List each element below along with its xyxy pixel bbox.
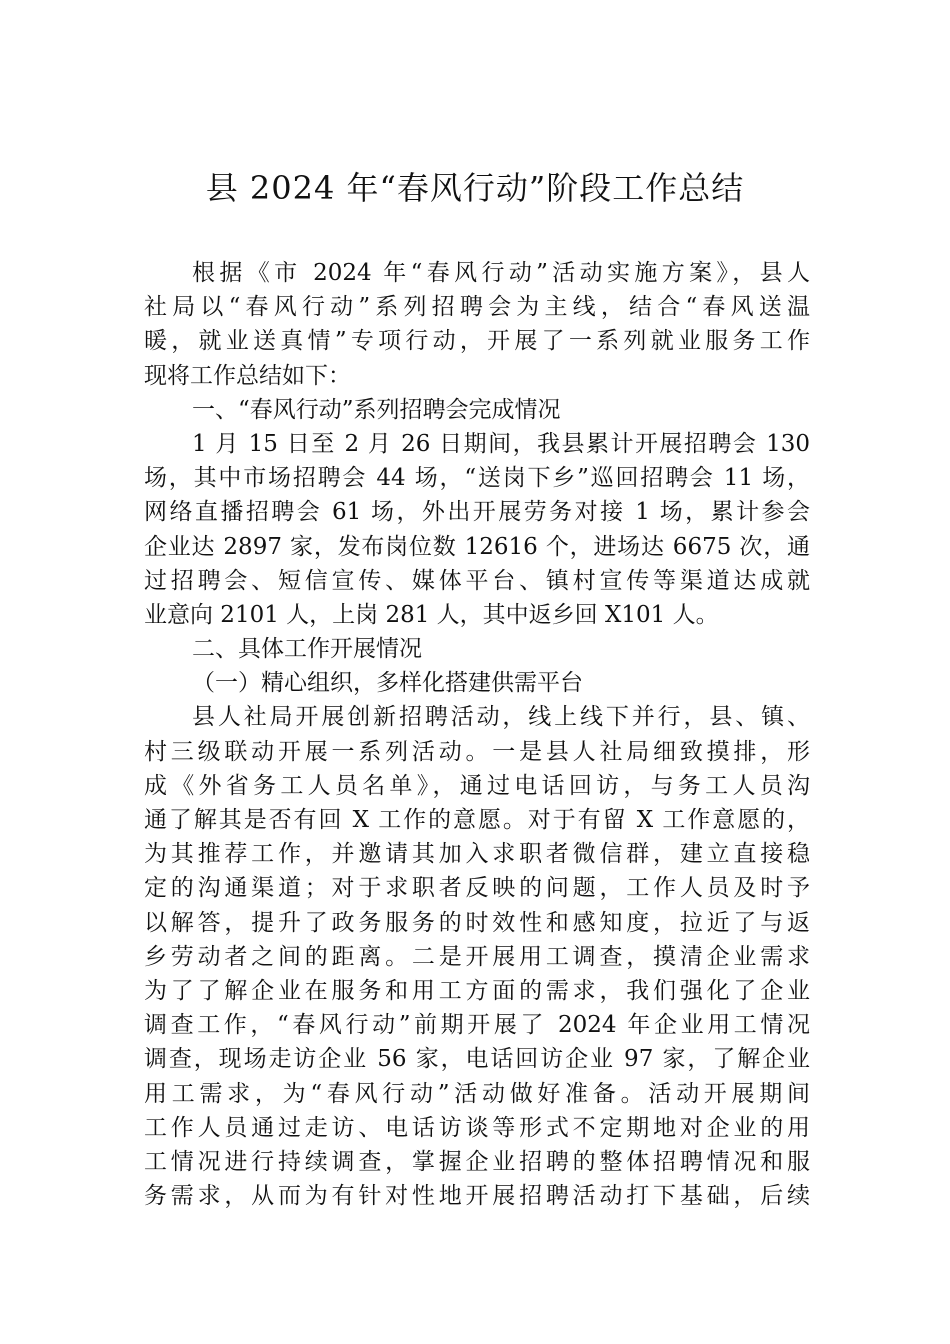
text-line: 一、“春风行动”系列招聘会完成情况 [192,396,561,423]
text-line: 业意向 2101 人，上岗 281 人，其中返乡回 X101 人。 [144,601,719,628]
text-line: 定的沟通渠道；对于求职者反映的问题，工作人员及时予 [144,875,810,902]
text-line: 为其推荐工作，并邀请其加入求职者微信群，建立直接稳 [144,841,810,868]
text-line: 网络直播招聘会 61 场，外出开展劳务对接 1 场，累计参会 [144,499,810,526]
document-body [144,256,810,1213]
text-line: 为了了解企业在服务和用工方面的需求，我们强化了企业 [144,977,810,1004]
text-line: 工情况进行持续调查，掌握企业招聘的整体招聘情况和服 [144,1148,810,1175]
text-line: 过招聘会、短信宣传、媒体平台、镇村宣传等渠道达成就 [144,567,810,594]
text-line: 1 月 15 日至 2 月 26 日期间，我县累计开展招聘会 130 [192,430,810,457]
text-line: 场，其中市场招聘会 44 场，“送岗下乡”巡回招聘会 11 场， [144,465,810,492]
text-line: 乡劳动者之间的距离。二是开展用工调查，摸清企业需求 [144,943,810,970]
text-line: 用工需求，为“春风行动”活动做好准备。活动开展期间 [144,1080,810,1107]
text-line: 村三级联动开展一系列活动。一是县人社局细致摸排，形 [144,738,810,765]
text-line: 务需求，从而为有针对性地开展招聘活动打下基础，后续 [144,1183,810,1210]
document-title: 县 2024 年“春风行动”阶段工作总结 [205,169,745,207]
text-line: 社局以“春风行动”系列招聘会为主线，结合“春风送温 [144,294,810,321]
text-line: 通了解其是否有回 X 工作的意愿。对于有留 X 工作意愿的， [144,807,810,833]
text-line: 以解答，提升了政务服务的时效性和感知度，拉近了与返 [144,909,810,936]
text-line: 二、具体工作开展情况 [192,636,422,663]
text-line: 调查工作，“春风行动”前期开展了 2024 年企业用工情况 [144,1012,810,1039]
text-line: 根据《市 2024 年“春风行动”活动实施方案》，县人 [192,260,810,286]
text-line: 暖，就业送真情”专项行动，开展了一系列就业服务工作 [144,328,810,355]
text-line: 成《外省务工人员名单》，通过电话回访，与务工人员沟 [144,772,810,799]
text-line: 工作人员通过走访、电话访谈等形式不定期地对企业的用 [144,1114,810,1141]
text-line: 现将工作总结如下： [144,362,351,389]
text-line: 县人社局开展创新招聘活动，线上线下并行，县、镇、 [192,704,810,731]
text-line: 企业达 2897 家，发布岗位数 12616 个，进场达 6675 次，通 [144,533,810,560]
text-line: （一）精心组织，多样化搭建供需平台 [192,670,583,697]
text-line: 调查，现场走访企业 56 家，电话回访企业 97 家，了解企业 [144,1046,810,1073]
